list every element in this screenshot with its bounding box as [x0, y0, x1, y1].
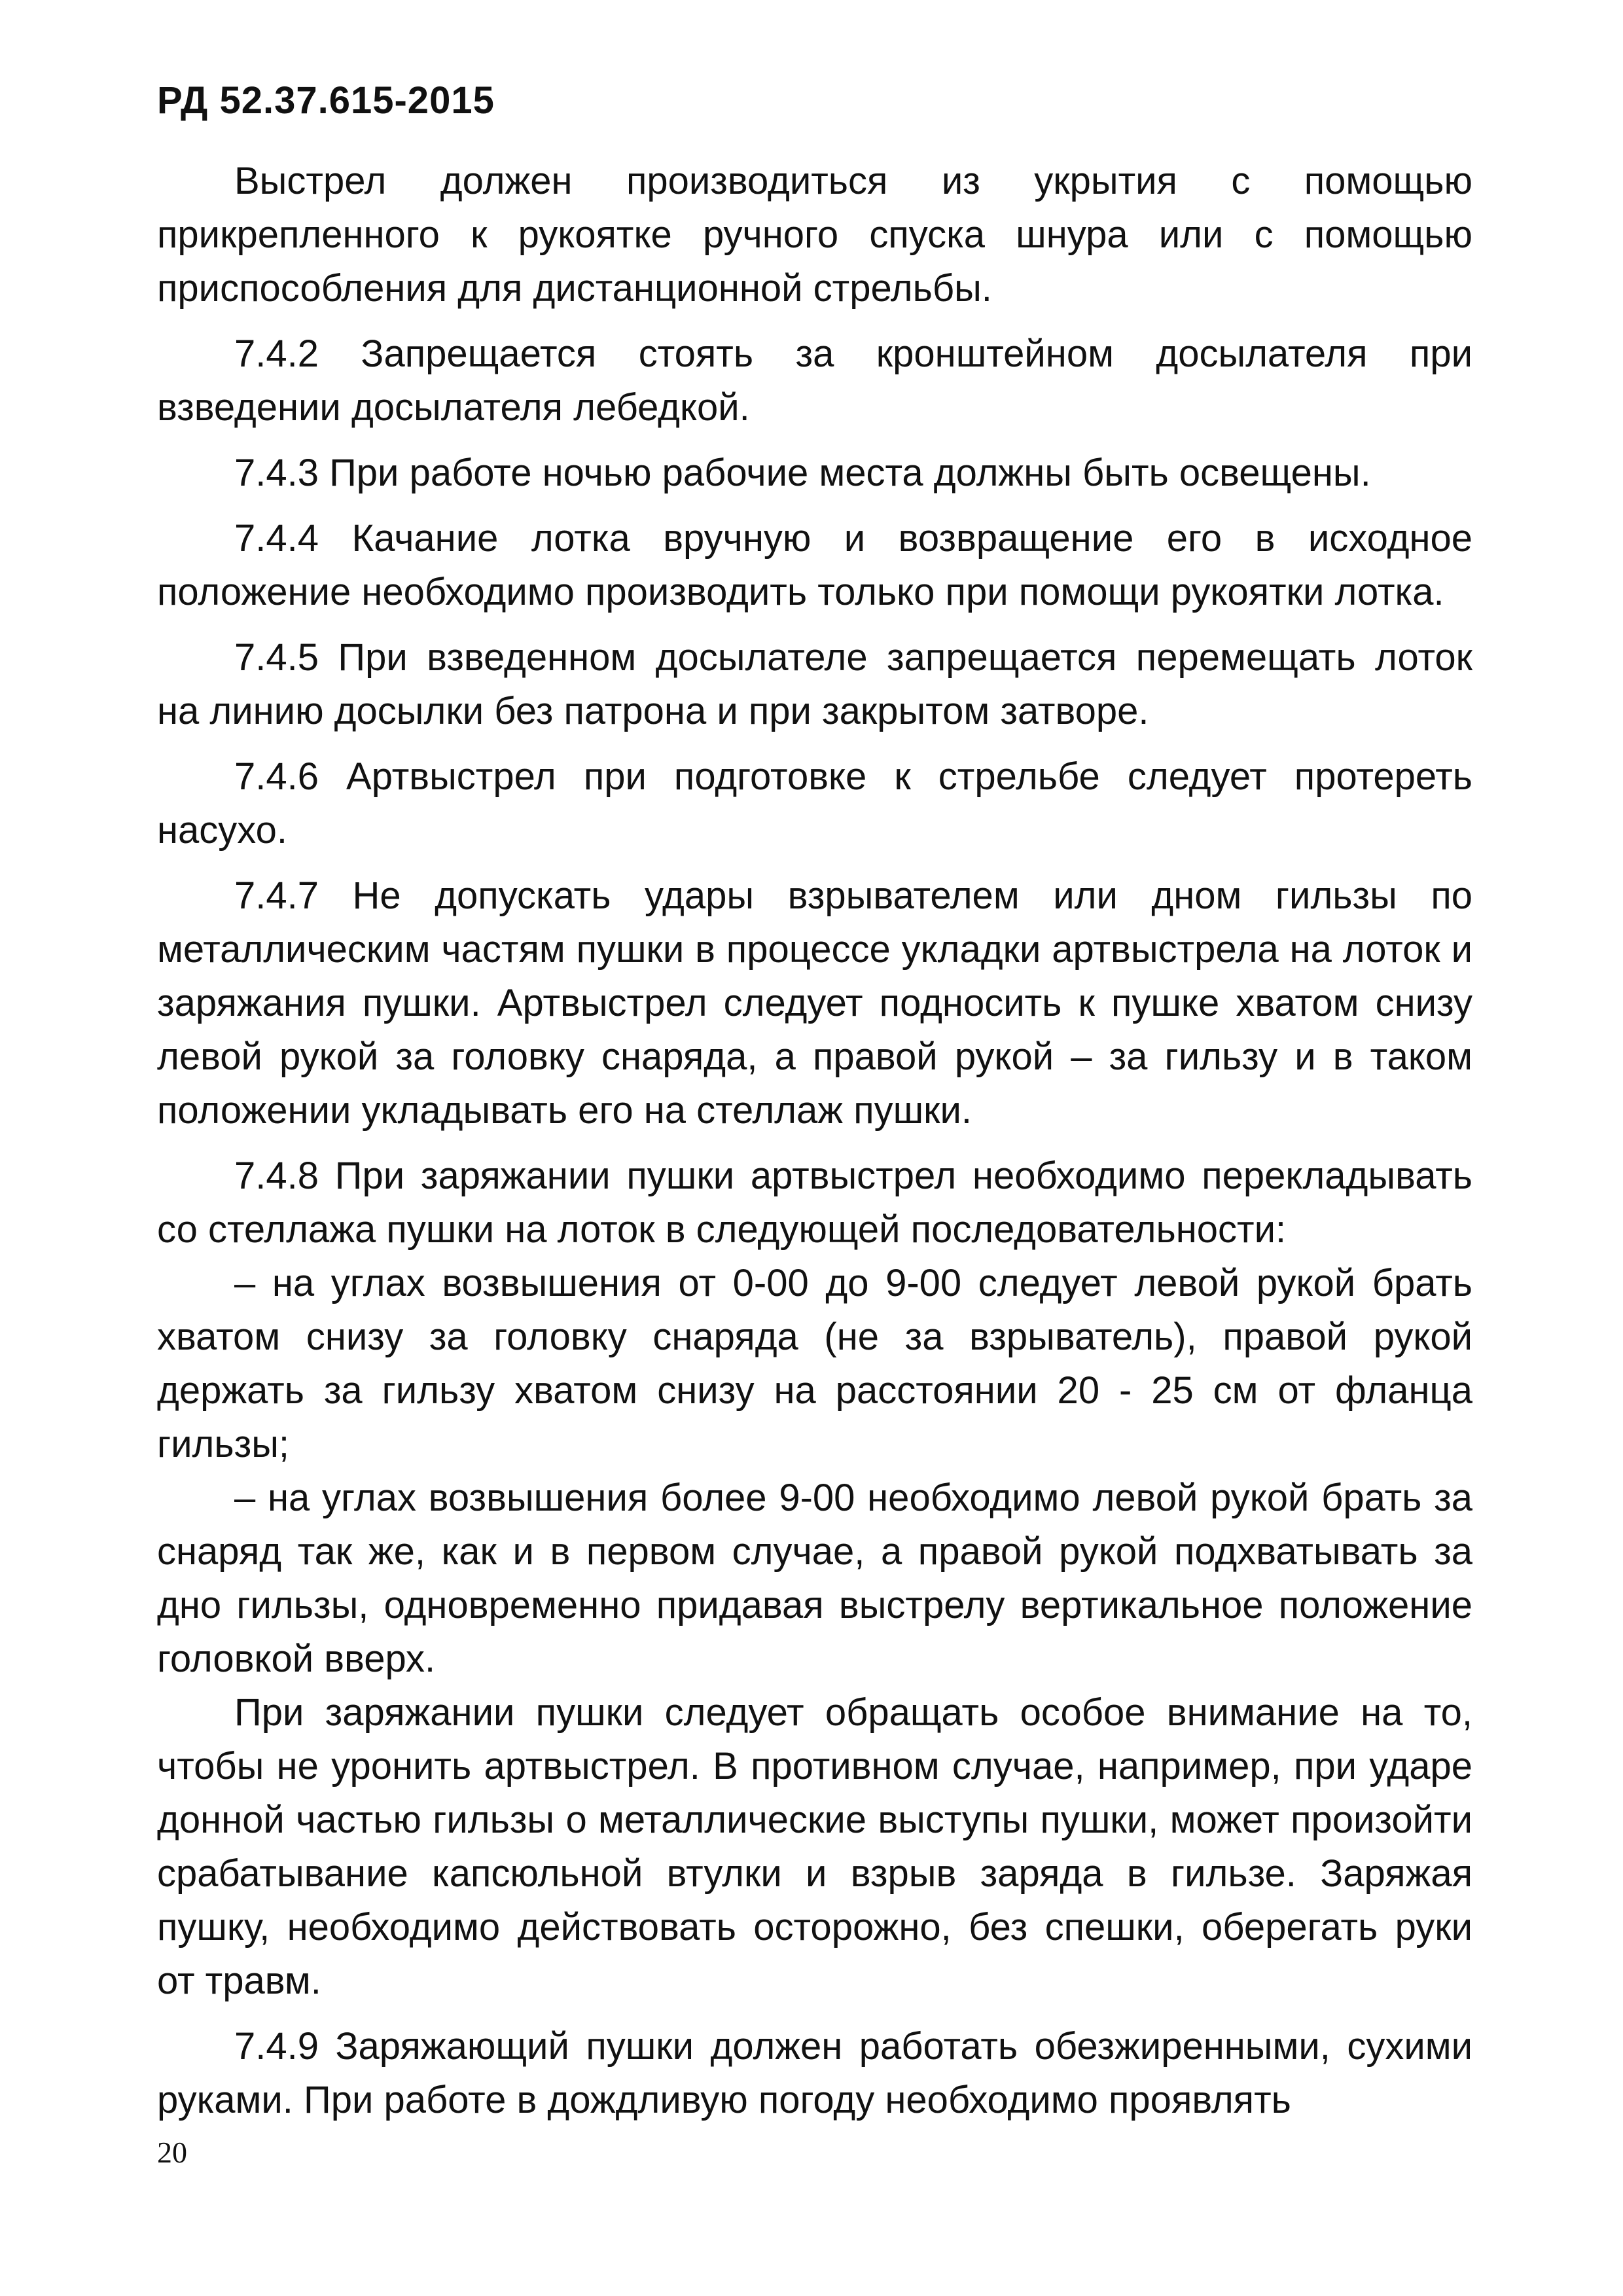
list-item-angle-high: – на углах возвышения более 9-00 необходимо левой рукой брать за снаряд так же, как и в первом случае, а правой рукой подхватывать за дно гильзы, одновременно придавая выстрелу вертикальное положение головкой вверх.: [157, 1477, 1472, 1680]
paragraph-7-4-7: 7.4.7 Не допускать удары взрывателем или дном гильзы по металлическим частям пушки в процессе укладки артвыстрела на лоток и заряжания пушки. Артвыстрел следует подносить к пушке хватом снизу левой рукой за головку снаряда, а правой рукой – за гильзу и в таком положении укладывать его на стеллаж пушки.: [157, 874, 1472, 1132]
paragraph-shot-procedure: Выстрел должен производиться из укрытия с помощью прикрепленного к рукоятке ручного спуска шнура или с помощью приспособления для дистанционной стрельбы.: [157, 160, 1472, 310]
paragraph-7-4-2: 7.4.2 Запрещается стоять за кронштейном досылателя при взведении досылателя лебедкой.: [157, 332, 1472, 429]
list-item-angle-low: – на углах возвышения от 0-00 до 9-00 следует левой рукой брать хватом снизу за головку снаряда (не за взрыватель), правой рукой держать за гильзу хватом снизу на расстоянии 20 - 25 см от фланца гильзы;: [157, 1262, 1472, 1465]
paragraph-loading-caution: При заряжании пушки следует обращать особое внимание на то, чтобы не уронить артвыстрел. В противном случае, например, при ударе донной частью гильзы о металлические выступы пушки, может произойти срабатывание капсюльной втулки и взрыв заряда в гильзе. Заряжая пушку, необходимо действовать осторожно, без спешки, оберегать руки от травм.: [157, 1691, 1472, 2002]
paragraph-7-4-4: 7.4.4 Качание лотка вручную и возвращение его в исходное положение необходимо производить только при помощи рукоятки лотка.: [157, 517, 1472, 613]
document-code-header: РД 52.37.615-2015: [157, 79, 495, 122]
page-number: 20: [157, 2136, 187, 2169]
paragraph-7-4-9: 7.4.9 Заряжающий пушки должен работать обезжиренными, сухими руками. При работе в дождливую погоду необходимо проявлять: [157, 2025, 1472, 2121]
paragraph-7-4-8: 7.4.8 При заряжании пушки артвыстрел необходимо перекладывать со стеллажа пушки на лоток в следующей последовательности:: [157, 1155, 1472, 1251]
paragraph-7-4-3: 7.4.3 При работе ночью рабочие места должны быть освещены.: [234, 452, 1371, 494]
paragraph-7-4-6: 7.4.6 Артвыстрел при подготовке к стрельбе следует протереть насухо.: [157, 755, 1472, 852]
paragraph-7-4-5: 7.4.5 При взведенном досылателе запрещается перемещать лоток на линию досылки без патрона и при закрытом затворе.: [157, 636, 1472, 732]
document-body: [157, 154, 1472, 2139]
